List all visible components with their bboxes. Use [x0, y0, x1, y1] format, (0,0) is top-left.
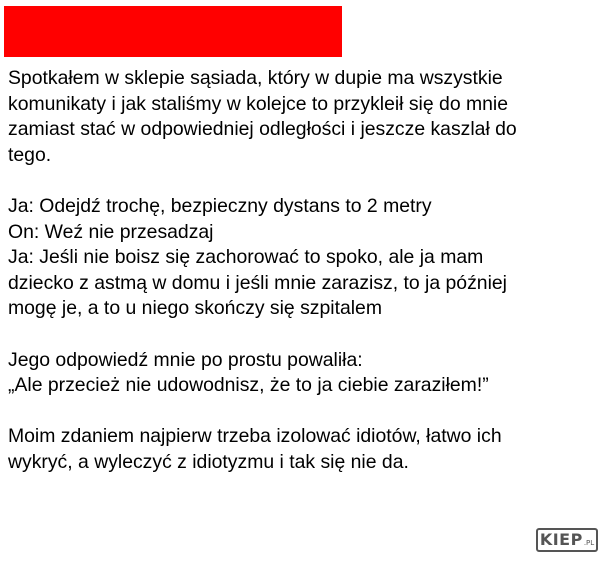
- text-line: mogę je, a to u niego skończy się szpitalem: [8, 297, 382, 320]
- text-line: zamiast stać w odpowiedniej odległości i jeszcze kaszlał do: [8, 118, 517, 141]
- text-line: Ja: Odejdź trochę, bezpieczny dystans to 2 metry: [8, 194, 432, 217]
- story-text: [8, 66, 604, 501]
- watermark-text: KIEP: [539, 530, 583, 549]
- red-header-bar: [4, 6, 342, 57]
- text-line: dziecko z astmą w domu i jeśli mnie zarazisz, to ja później: [8, 271, 507, 294]
- site-watermark-logo: [536, 528, 598, 552]
- text-line: Moim zdaniem najpierw trzeba izolować idiotów, łatwo ich: [8, 425, 502, 448]
- paragraph-reply: [8, 348, 604, 399]
- text-line: „Ale przecież nie udowodnisz, że to ja ciebie zaraziłem!”: [8, 374, 489, 397]
- text-line: tego.: [8, 143, 52, 166]
- text-line: wykryć, a wyleczyć z idiotyzmu i tak się nie da.: [8, 450, 409, 473]
- text-line: On: Weź nie przesadzaj: [8, 220, 214, 243]
- text-line: Jego odpowiedź mnie po prostu powaliła:: [8, 348, 363, 371]
- text-line: komunikaty i jak staliśmy w kolejce to przykleił się do mnie: [8, 92, 509, 115]
- paragraph-intro: [8, 66, 604, 168]
- paragraph-conclusion: [8, 424, 604, 475]
- text-line: Spotkałem w sklepie sąsiada, który w dupie ma wszystkie: [8, 67, 503, 89]
- text-line: Ja: Jeśli nie boisz się zachorować to spoko, ale ja mam: [8, 246, 484, 269]
- paragraph-dialogue: [8, 194, 604, 322]
- watermark-suffix: .PL: [583, 539, 595, 547]
